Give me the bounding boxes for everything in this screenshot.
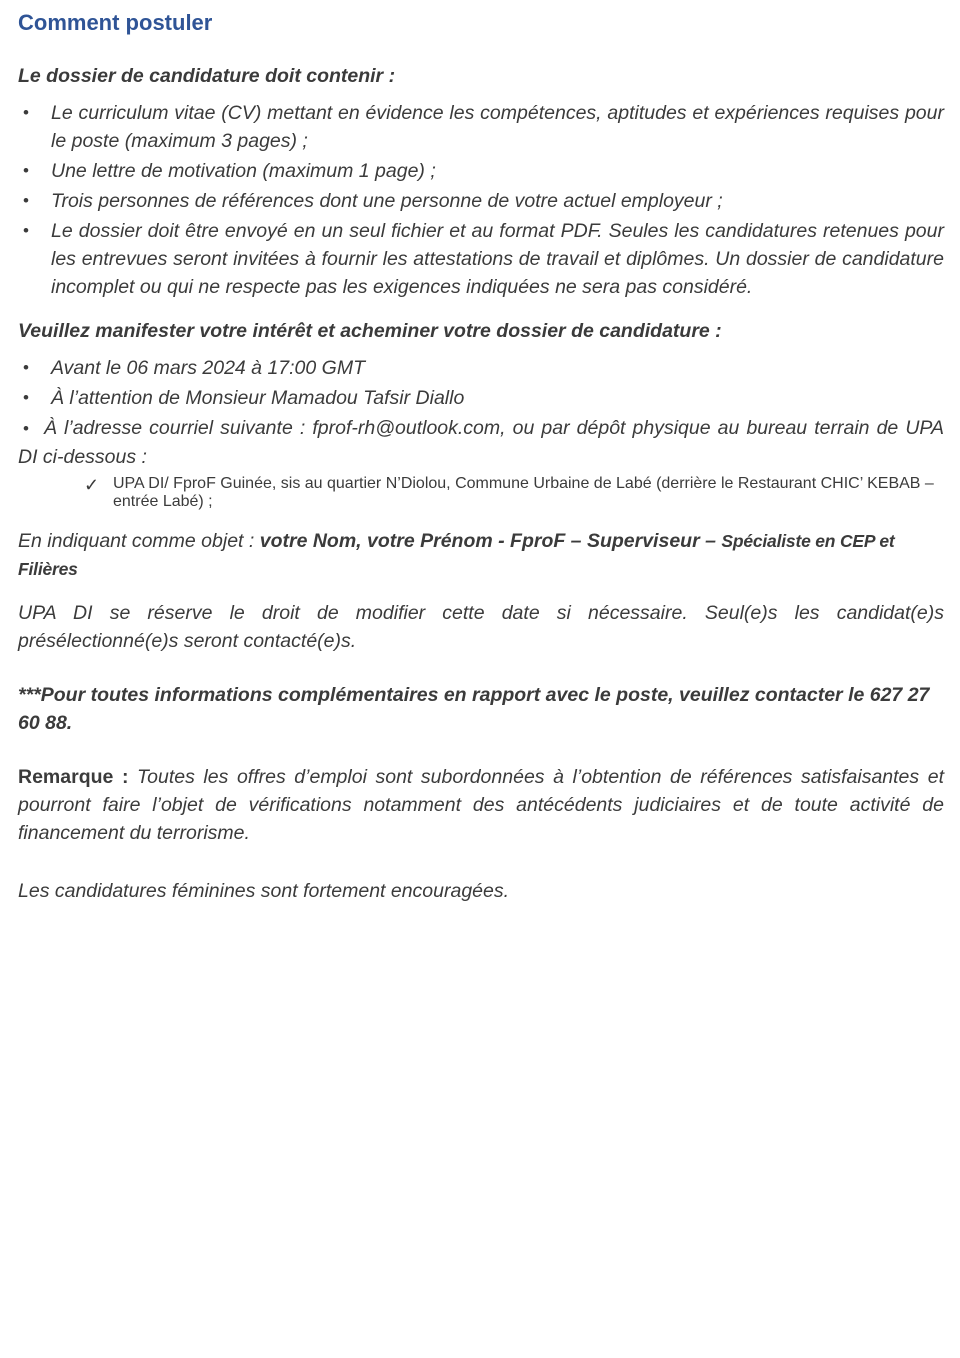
bullet-icon: •	[23, 358, 29, 377]
list-item-text: À l’adresse courriel suivante : fprof-rh@outlook.com, ou par dépôt physique au bureau terrain de UPA DI ci-dessous :	[18, 417, 944, 468]
page-title: Comment postuler	[18, 10, 213, 35]
submission-heading: Veuillez manifester votre intérêt et acheminer votre dossier de candidature :	[18, 320, 722, 342]
submission-list	[18, 354, 944, 471]
bullet-icon: •	[23, 191, 29, 210]
dossier-requirements-list	[18, 99, 944, 301]
remark-label: Remarque :	[18, 766, 138, 788]
contact-note-paragraph: ***Pour toutes informations complémentaires en rapport avec le poste, veuillez contacter le 627 27 60 88.	[18, 684, 930, 734]
dossier-requirements-heading: Le dossier de candidature doit contenir :	[18, 65, 396, 87]
bullet-icon: •	[23, 388, 29, 407]
reserve-note-paragraph: UPA DI se réserve le droit de modifier cette date si nécessaire. Seul(e)s les candidat(e)s présélectionné(e)s seront contacté(e)s.	[18, 602, 944, 652]
closing-note-paragraph: Les candidatures féminines sont fortement encouragées.	[18, 880, 510, 902]
list-item	[18, 354, 944, 382]
list-item-text: Trois personnes de références dont une personne de votre actuel employeur ;	[51, 190, 723, 212]
bullet-icon: •	[23, 419, 29, 438]
subject-line-bold: votre Nom, votre Prénom - FproF – Superviseur –	[259, 530, 722, 552]
list-item	[18, 157, 944, 185]
office-address-check-item	[84, 475, 944, 511]
list-item-text: À l’attention de Monsieur Mamadou Tafsir Diallo	[51, 387, 465, 409]
list-item-text: Le curriculum vitae (CV) mettant en évidence les compétences, aptitudes et expériences requises pour le poste (maximum 3 pages) ;	[51, 102, 944, 152]
bullet-icon: •	[23, 103, 29, 122]
office-address-text: UPA DI/ FproF Guinée, sis au quartier N’Diolou, Commune Urbaine de Labé (derrière le Restaurant CHIC’ KEBAB – entrée Labé) ;	[113, 475, 934, 510]
list-item	[18, 187, 944, 215]
list-item	[18, 384, 944, 412]
list-item	[18, 99, 944, 155]
remark-paragraph	[18, 763, 944, 847]
bullet-icon: •	[23, 221, 29, 240]
check-icon: ✓	[84, 475, 100, 495]
list-item-text: Une lettre de motivation (maximum 1 page) ;	[51, 160, 436, 182]
list-item-text: Le dossier doit être envoyé en un seul fichier et au format PDF. Seules les candidatures retenues pour les entrevues seront invitées à fournir les attestations de travail et diplômes. Un dossier de candidature incomplet ou qui ne respecte pas les exigences indiquées ne sera pas considéré.	[51, 220, 944, 298]
subject-line-paragraph	[18, 527, 944, 583]
list-item	[18, 414, 944, 471]
subject-line-bold-small: Spécialiste en CEP et Filières	[18, 531, 895, 579]
bullet-icon: •	[23, 161, 29, 180]
subject-line-prefix: En indiquant comme objet :	[18, 530, 260, 552]
remark-text: Toutes les offres d’emploi sont subordonnées à l’obtention de références satisfaisantes et pourront faire l’objet de vérifications notamment des antécédents judiciaires et de toute activité de financement du terrorisme.	[18, 766, 944, 844]
list-item-text: Avant le 06 mars 2024 à 17:00 GMT	[51, 357, 365, 379]
list-item	[18, 217, 944, 301]
